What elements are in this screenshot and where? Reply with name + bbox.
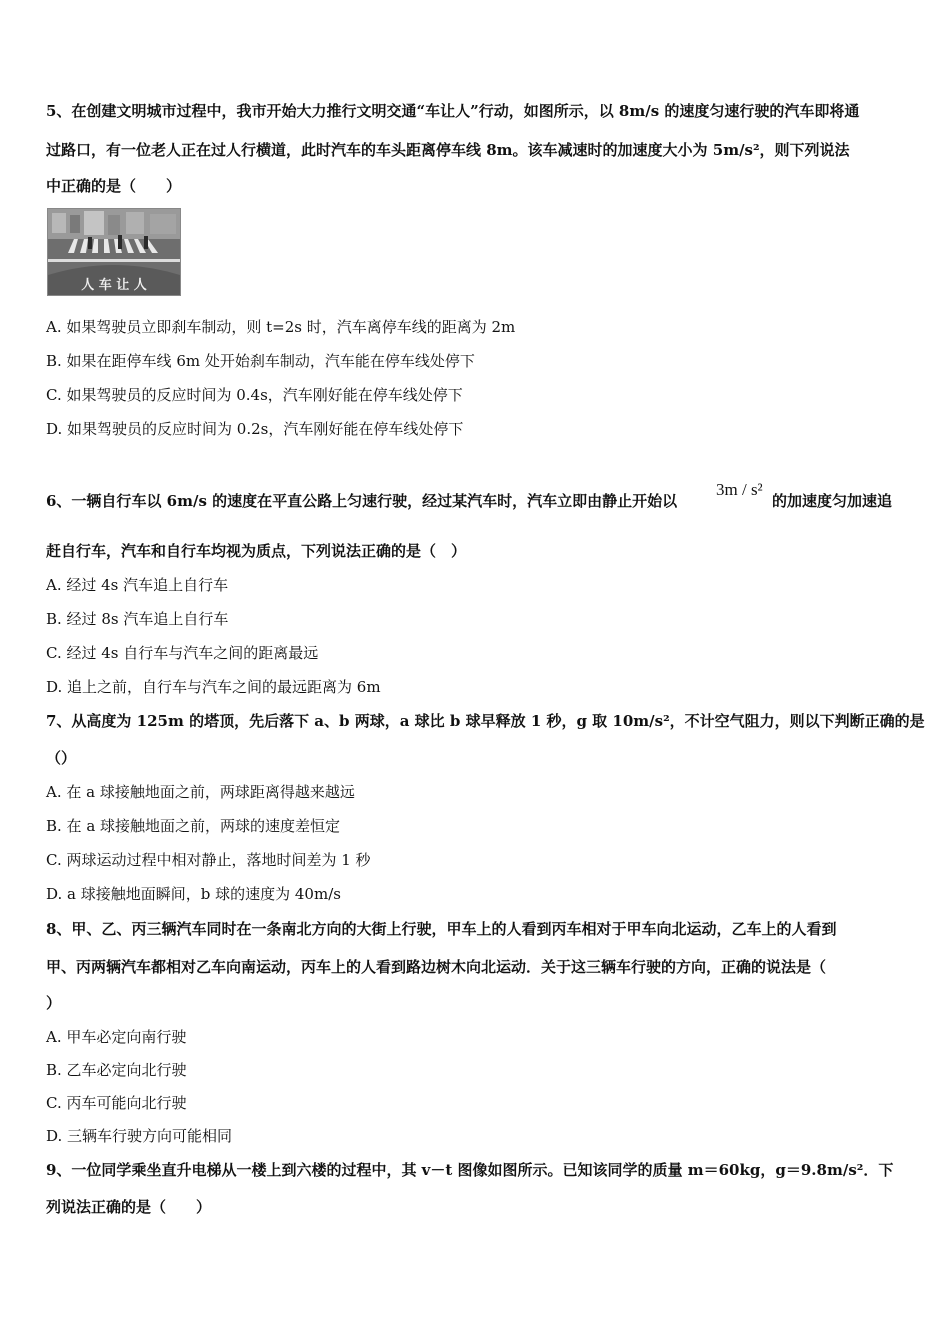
crosswalk-image	[48, 209, 180, 295]
q7-stem-line1: 7、从高度为 125m 的塔顶，先后落下 a、b 两球，a 球比 b 球早释放 1 秒，g 取 10m/s²，不计空气阻力，则以下判断正确的是	[46, 712, 925, 730]
q8-stem-line1: 8、甲、乙、丙三辆汽车同时在一条南北方向的大街上行驶，甲车上的人看到丙车相对于甲车向北运动，乙车上的人看到	[46, 920, 837, 938]
q8-option-d: D. 三辆车行驶方向可能相同	[46, 1127, 233, 1145]
q8-option-c: C. 丙车可能向北行驶	[46, 1094, 187, 1112]
q6-acceleration-formula: 3m / s²	[716, 480, 763, 499]
q8-option-a: A. 甲车必定向南行驶	[46, 1028, 187, 1046]
q5-stem-line3: 中正确的是（ ）	[46, 177, 182, 195]
q7-option-b: B. 在 a 球接触地面之前，两球的速度差恒定	[46, 817, 341, 835]
crosswalk-road-text: 人 车 让 人	[81, 278, 147, 293]
q5-stem-line2: 过路口，有一位老人正在过人行横道，此时汽车的车头距离停车线 8m。该车减速时的加速度大小为 5m/s²，则下列说法	[46, 141, 850, 159]
q5-crosswalk-photo	[47, 208, 181, 296]
q6-option-c: C. 经过 4s 自行车与汽车之间的距离最远	[46, 644, 319, 662]
q9-stem-line2: 列说法正确的是（ ）	[46, 1198, 212, 1216]
q7-option-c: C. 两球运动过程中相对静止，落地时间差为 1 秒	[46, 851, 371, 869]
q6-stem-line2: 赶自行车，汽车和自行车均视为质点，下列说法正确的是（ ）	[46, 542, 467, 560]
q7-option-a: A. 在 a 球接触地面之前，两球距离得越来越远	[46, 783, 355, 801]
q8-option-b: B. 乙车必定向北行驶	[46, 1061, 187, 1079]
q7-option-d: D. a 球接触地面瞬间，b 球的速度为 40m/s	[46, 885, 341, 903]
q9-stem-line1: 9、一位同学乘坐直升电梯从一楼上到六楼的过程中，其 v－t 图像如图所示。已知该同学的质量 m＝60kg，g＝9.8m/s²．下	[46, 1161, 894, 1179]
q6-option-b: B. 经过 8s 汽车追上自行车	[46, 610, 229, 628]
q6-option-d: D. 追上之前，自行车与汽车之间的最远距离为 6m	[46, 678, 381, 696]
q5-stem-line1: 5、在创建文明城市过程中，我市开始大力推行文明交通“车让人”行动，如图所示，以 8m/s 的速度匀速行驶的汽车即将通	[46, 102, 860, 120]
q5-option-c: C. 如果驾驶员的反应时间为 0.4s，汽车刚好能在停车线处停下	[46, 386, 463, 404]
q5-option-d: D. 如果驾驶员的反应时间为 0.2s，汽车刚好能在停车线处停下	[46, 420, 464, 438]
q7-stem-line2: （）	[46, 749, 77, 767]
q8-stem-line2: 甲、丙两辆汽车都相对乙车向南运动，丙车上的人看到路边树木向北运动．关于这三辆车行驶的方向，正确的说法是（	[46, 958, 827, 976]
q6-option-a: A. 经过 4s 汽车追上自行车	[46, 576, 229, 594]
q5-option-b: B. 如果在距停车线 6m 处开始刹车制动，汽车能在停车线处停下	[46, 352, 475, 370]
q6-stem-line1-tail: 的加速度匀加速追	[772, 492, 893, 510]
q8-stem-line3: ）	[46, 994, 62, 1012]
q6-stem-line1: 6、一辆自行车以 6m/s 的速度在平直公路上匀速行驶，经过某汽车时，汽车立即由静止开始以	[46, 492, 678, 510]
q5-option-a: A. 如果驾驶员立即刹车制动，则 t=2s 时，汽车离停车线的距离为 2m	[46, 318, 516, 336]
